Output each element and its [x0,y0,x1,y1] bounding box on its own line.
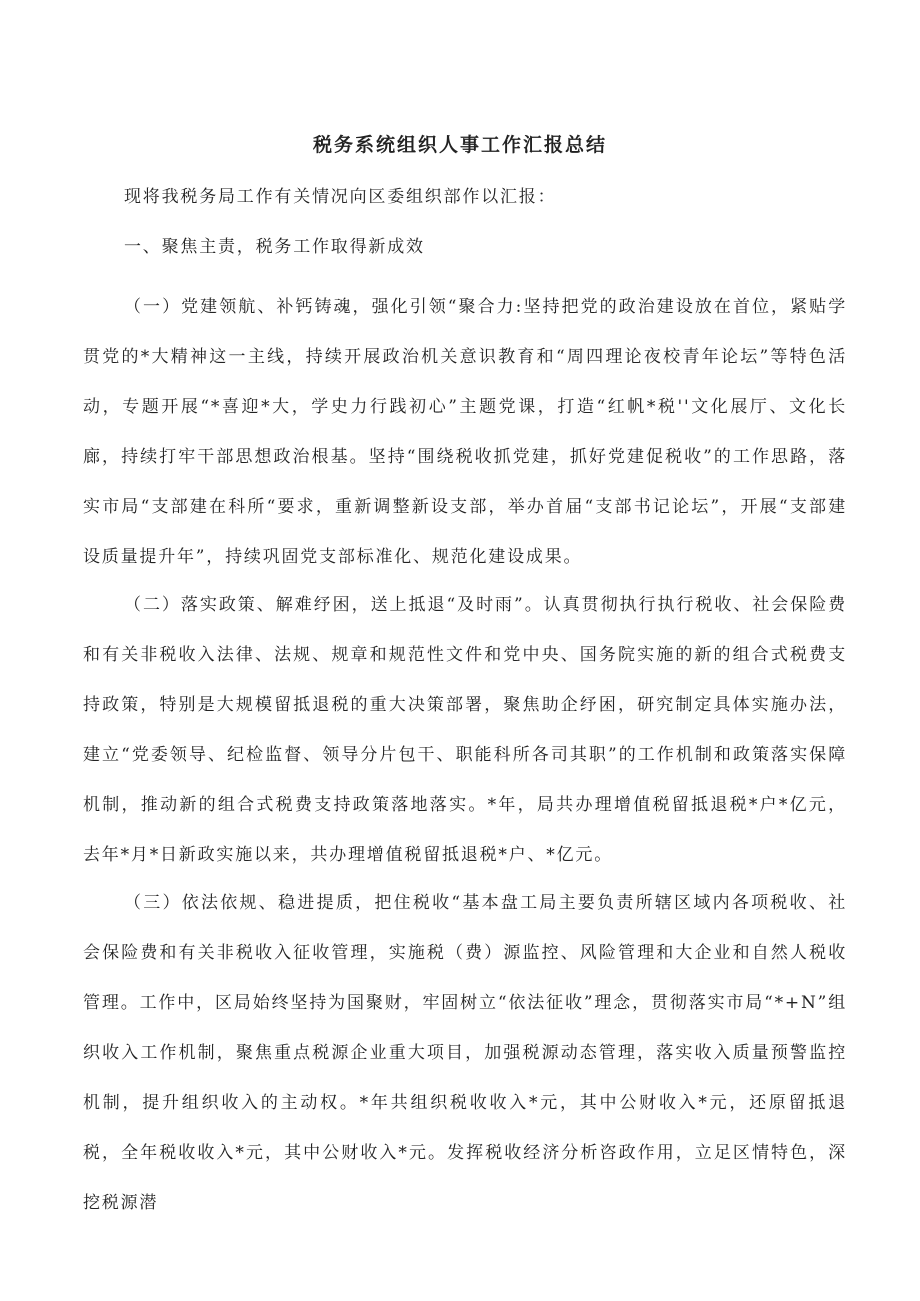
section-1-paragraph: （一）党建领航、补钙铸魂，强化引领“聚合力:坚持把党的政治建设放在首位，紧贴学贯党的*大精神这一主线，持续开展政治机关意识教育和“周四理论夜校青年论坛”等特色活动，专题开展“*喜迎*大，学史力行践初心”主题党课，打造“红帆*税''文化展厅、文化长廊，持续打牢干部思想政治根基。坚持“围绕税收抓党建，抓好党建促税收”的工作思路，落实市局“支部建在科所“要求，重新调整新设支部，举办首届“支部书记论坛”，开展“支部建设质量提升年”，持续巩固党支部标准化、规范化建设成果。 [83,297,847,567]
document-title: 税务系统组织人事工作汇报总结 [312,134,607,156]
section-3-paragraph: （三）依法依规、稳进提质，把住税收“基本盘工局主要负责所辖区域内各项税收、社会保险费和有关非税收入征收管理，实施税（费）源监控、风险管理和大企业和自然人税收管理。工作中，区局始终坚持为国聚财，牢固树立“依法征收”理念，贯彻落实市局“*+N”组织收入工作机制，聚焦重点税源企业重大项目，加强税源动态管理，落实收入质量预警监控机制，提升组织收入的主动权。*年共组织税收收入*元，其中公财收入*元，还原留抵退税，全年税收收入*元，其中公财收入*元。发挥税收经济分析咨政作用，立足区情特色，深挖税源潜 [83,893,847,1213]
section-2-paragraph: （二）落实政策、解难纾困，送上抵退“及时雨”。认真贯彻执行执行税收、社会保险费和有关非税收入法律、法规、规章和规范性文件和党中央、国务院实施的新的组合式税费支持政策，特别是大规模留抵退税的重大决策部署，聚焦助企纾困，研究制定具体实施办法，建立“党委领导、纪检监督、领导分片包干、职能科所各司其职”的工作机制和政策落实保障机制，推动新的组合式税费支持政策落地落实。*年，局共办理增值税留抵退税*户*亿元，去年*月*日新政实施以来，共办理增值税留抵退税*户、*亿元。 [83,595,847,865]
intro-paragraph: 现将我税务局工作有关情况向区委组织部作以汇报： [124,187,557,207]
section-heading: 一、聚焦主责，税务工作取得新成效 [124,237,425,257]
